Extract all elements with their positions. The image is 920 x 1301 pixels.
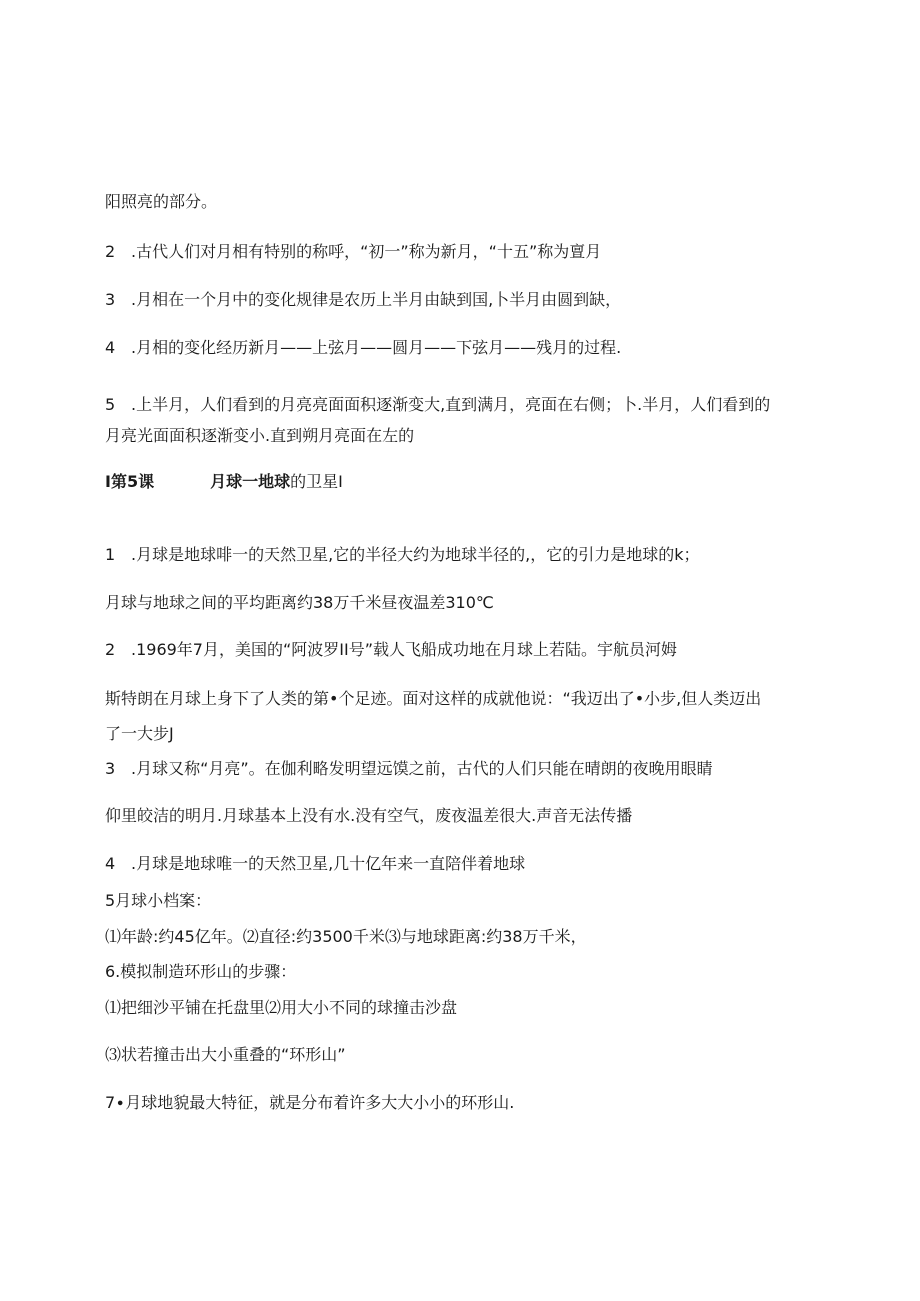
text-line: 仰里皎洁的明月.月球基本上没有水.没有空气，废夜温差很大.声音无法传播	[105, 806, 633, 825]
list-item: 1 .月球是地球啡一的天然卫星,它的半径大约为地球半径的,，它的引力是地球的k；	[105, 545, 700, 564]
text-line: 斯特朗在月球上身下了人类的第•个足迹。面对这样的成就他说：“我迈出了•小步,但人类迈出	[105, 689, 762, 708]
list-item: 2 .1969年7月，美国的“阿波罗II号”载人飞船成功地在月球上若陆。宇航员河姆	[105, 640, 678, 659]
list-item: 4 .月相的变化经历新月——上弦月——圆月——下弦月——残月的过程.	[105, 338, 622, 357]
text-line: 了一大步J	[105, 724, 174, 743]
item-number: 2	[105, 640, 116, 659]
item-number: 4	[105, 338, 116, 357]
text-line: ⑶状若撞击出大小重叠的“环形山”	[105, 1045, 346, 1064]
list-item: 3 .月相在一个月中的变化规律是农历上半月由缺到国,卜半月由圆到缺，	[105, 290, 622, 309]
lesson-title-tail: 的卫星I	[290, 472, 343, 491]
text-line: 阳照亮的部分。	[105, 192, 218, 211]
item-number: 3	[105, 759, 116, 778]
list-item: 5 .上半月，人们看到的月亮亮面面积逐渐变大,直到满月，亮面在右侧；卜.半月，人们看到的	[105, 395, 771, 414]
lesson-title: 月球一地球	[210, 472, 291, 491]
lesson-number: I第5课	[105, 472, 155, 491]
text-line: 6.模拟制造环形山的步骤：	[105, 962, 297, 981]
list-item: 2 .古代人们对月相有特别的称呼，“初一”称为新月，“十五”称为亶月	[105, 242, 602, 261]
item-number: 3	[105, 290, 116, 309]
text-line: ⑴年龄:约45亿年。⑵直径:约3500千米⑶与地球距离:约38万千米，	[105, 927, 587, 946]
text-line: 5月球小档案：	[105, 891, 212, 910]
text-line: 月球与地球之间的平均距离约38万千米昼夜温差310℃	[105, 593, 494, 612]
list-item: 3 .月球又称“月亮”。在伽利略发明望远馍之前，古代的人们只能在晴朗的夜晚用眼睛	[105, 759, 713, 778]
text-line: ⑴把细沙平铺在托盘里⑵用大小不同的球撞击沙盘	[105, 998, 458, 1017]
text-line: 7∙月球地貌最大特征，就是分布着许多大大小小的环形山.	[105, 1093, 515, 1112]
item-number: 5	[105, 395, 116, 414]
item-number: 2	[105, 242, 116, 261]
section-heading	[105, 472, 343, 492]
item-number: 1	[105, 545, 116, 564]
list-item: 4 .月球是地球唯一的天然卫星,几十亿年来一直陪伴着地球	[105, 854, 526, 873]
item-number: 4	[105, 854, 116, 873]
text-line: 月亮光面面积逐渐变小.直到朔月亮面在左的	[105, 426, 415, 445]
